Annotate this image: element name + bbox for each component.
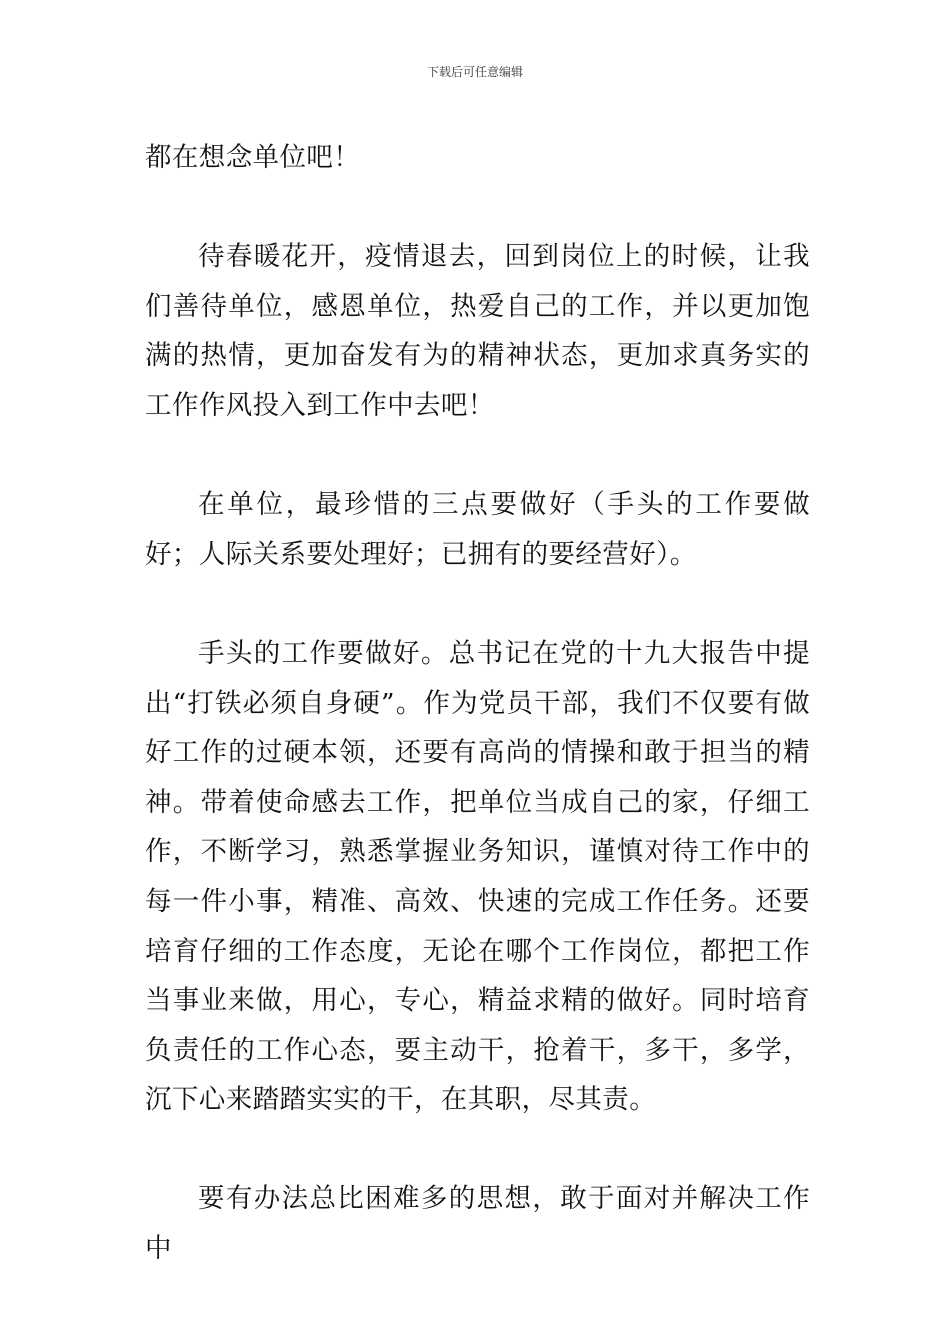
paragraph-2: 待春暖花开，疫情退去，回到岗位上的时候，让我们善待单位，感恩单位，热爱自己的工作，并以更加饱满的热情，更加奋发有为的精神状态，更加求真务实的工作作风投入到工作中去吧！ xyxy=(145,241,810,421)
paragraph-1: 都在想念单位吧！ xyxy=(145,142,361,173)
paragraph-4: 手头的工作要做好。总书记在党的十九大报告中提出“打铁必须自身硬”。作为党员干部，我们不仅要有做好工作的过硬本领，还要有高尚的情操和敢于担当的精神。带着使命感去工作，把单位当成自己的家，仔细工作，不断学习，熟悉掌握业务知识，谨慎对待工作中的每一件小事，精准、高效、快速的完成工作任务。还要培育仔细的工作态度，无论在哪个工作岗位，都把工作当事业来做，用心，专心，精益求精的做好。同时培育负责任的工作心态，要主动干，抢着干，多干，多学，沉下心来踏踏实实的干，在其职，尽其责。 xyxy=(145,637,810,1116)
paragraph-3: 在单位，最珍惜的三点要做好（手头的工作要做好；人际关系要处理好；已拥有的要经营好）。 xyxy=(145,489,810,570)
page-header: 下载后可任意编辑 xyxy=(426,65,523,79)
document-body xyxy=(145,133,810,1323)
paragraph-5: 要有办法总比困难多的思想，敢于面对并解决工作中 xyxy=(145,1183,810,1265)
